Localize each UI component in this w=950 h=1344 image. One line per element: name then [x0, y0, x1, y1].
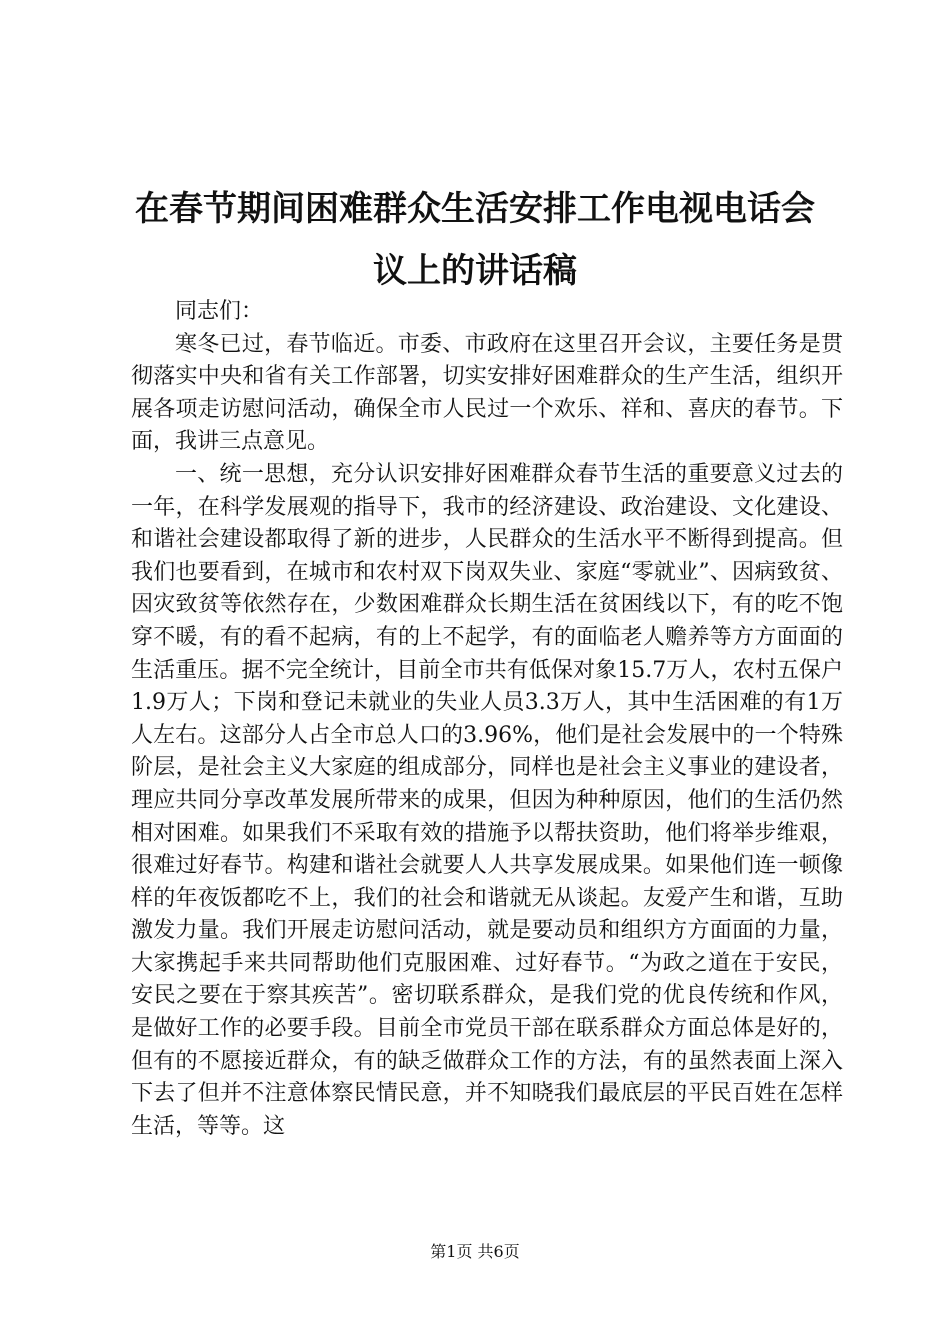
- salutation: 同志们：: [175, 299, 264, 324]
- document-body: [131, 296, 843, 1143]
- page-number-footer: 第1页 共6页: [430, 1242, 520, 1261]
- paragraph-intro: 寒冬已过，春节临近。市委、市政府在这里召开会议，主要任务是贯彻落实中央和省有关工作部署，切实安排好困难群众的生产生活，组织开展各项走访慰问活动，确保全市人民过一个欢乐、祥和、喜庆的春节。下面，我讲三点意见。: [131, 331, 843, 455]
- document-title: 在春节期间困难群众生活安排工作电视电话会议上的讲话稿: [135, 189, 815, 291]
- paragraph-section-one: 一、统一思想，充分认识安排好困难群众春节生活的重要意义过去的一年，在科学发展观的指导下，我市的经济建设、政治建设、文化建设、和谐社会建设都取得了新的进步，人民群众的生活水平不断得到提高。但我们也要看到，在城市和农村双下岗双失业、家庭“零就业”、因病致贫、因灾致贫等依然存在，少数困难群众长期生活在贫困线以下，有的吃不饱穿不暖，有的看不起病，有的上不起学，有的面临老人赡养等方方面面的生活重压。据不完全统计，目前全市共有低保对象15.7万人，农村五保户1.9万人；下岗和登记未就业的失业人员3.3万人，其中生活困难的有1万人左右。这部分人占全市总人口的3.96%，他们是社会发展中的一个特殊阶层，是社会主义大家庭的组成部分，同样也是社会主义事业的建设者，理应共同分享改革发展所带来的成果，但因为种种原因，他们的生活仍然相对困难。如果我们不采取有效的措施予以帮扶资助，他们将举步维艰，很难过好春节。构建和谐社会就要人人共享发展成果。如果他们连一顿像样的年夜饭都吃不上，我们的社会和谐就无从谈起。友爱产生和谐，互助激发力量。我们开展走访慰问活动，就是要动员和组织方方面面的力量，大家携起手来共同帮助他们克服困难、过好春节。“为政之道在于安民，安民之要在于察其疾苦”。密切联系群众，是我们党的优良传统和作风，是做好工作的必要手段。目前全市党员干部在联系群众方面总体是好的，但有的不愿接近群众，有的缺乏做群众工作的方法，有的虽然表面上深入下去了但并不注意体察民情民意，并不知晓我们最底层的平民百姓在怎样生活，等等。这: [131, 461, 843, 1139]
